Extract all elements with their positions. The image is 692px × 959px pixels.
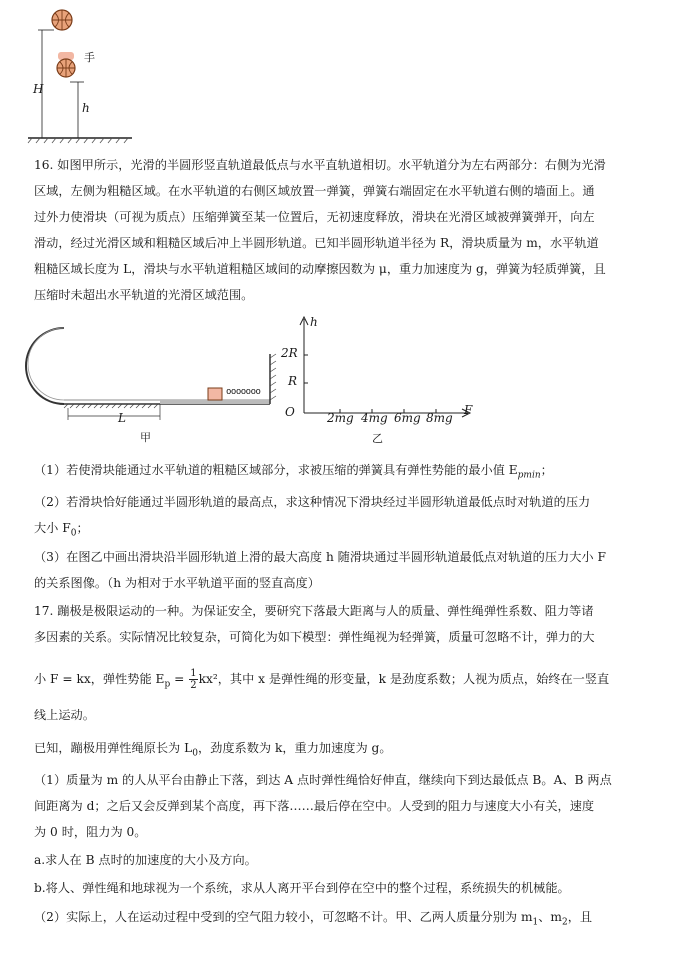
origin-label: O: [285, 405, 295, 419]
q17-line-4: 线上运动。: [34, 708, 95, 722]
fraction-half: $\frac{1}{2}$: [190, 668, 197, 691]
q17-p1-line3: 为 0 时，阻力为 0。: [34, 825, 147, 839]
q17-line-3: 小 F = kx，弹性势能 $E_p$ = $\frac{1}{2}$ kx²，其中 x 是弹性绳的形变量，k 是劲度系数；人视为质点，始终在一竖直: [34, 668, 610, 691]
top-figure: [20, 0, 140, 145]
x-tick-4mg: 4mg: [361, 411, 388, 425]
figure-jia: [20, 318, 290, 443]
caption-yi: 乙: [372, 432, 383, 445]
x-tick-8mg: 8mg: [426, 411, 453, 425]
axis-h-label: h: [310, 315, 318, 329]
label-h: h: [82, 101, 90, 115]
q17-p2-line1: （2）实际上，人在运动过程中受到的空气阻力较小，可忽略不计。甲、乙两人质量分别为 $m_1$、$m_2$，且: [34, 910, 593, 928]
q16-line-5: 粗糙区域长度为 L，滑块与水平轨道粗糙区域间的动摩擦因数为 μ，重力加速度为 g，弹簧为轻质弹簧，且: [34, 262, 606, 276]
y-tick-2R: 2R: [281, 346, 298, 360]
q16-sub2-line2: 大小 $F_0$；: [34, 521, 89, 539]
label-L: L: [118, 411, 126, 425]
figure-yi: [290, 315, 480, 425]
q16-line-4: 滑动，经过光滑区域和粗糙区域后冲上半圆形轨道。已知半圆形轨道半径为 R，滑块质量为 m，水平轨道: [34, 236, 599, 250]
q17-line-1: 17. 蹦极是极限运动的一种。为保证安全，要研究下落最大距离与人的质量、弹性绳弹性系数、阻力等诸: [34, 604, 594, 618]
q16-sub3-line1: （3）在图乙中画出滑块沿半圆形轨道上滑的最大高度 h 随滑块通过半圆形轨道最低点对轨道的压力大小 F: [34, 550, 606, 564]
label-hand: 手: [84, 51, 95, 64]
q17-line-5: 已知，蹦极用弹性绳原长为 $L_0$，劲度系数为 k，重力加速度为 g。: [34, 741, 392, 759]
q17-part-b: b.将人、弹性绳和地球视为一个系统，求从人离开平台到停在空中的整个过程，系统损失的机械能。: [34, 881, 570, 895]
q16-line-6: 压缩时未超出水平轨道的光滑区域范围。: [34, 288, 254, 302]
x-tick-6mg: 6mg: [394, 411, 421, 425]
q17-p1-line2: 间距离为 d；之后又会反弹到某个高度，再下落……最后停在空中。人受到的阻力与速度大小有关，速度: [34, 799, 595, 813]
y-tick-R: R: [288, 374, 298, 388]
q17-line-2: 多因素的关系。实际情况比较复杂，可简化为如下模型：弹性绳视为轻弹簧，质量可忽略不计，弹力的大: [34, 630, 595, 644]
slider-block: [208, 388, 222, 400]
spring: ooooooo: [226, 387, 261, 397]
caption-jia: 甲: [140, 431, 151, 444]
x-tick-2mg: 2mg: [327, 411, 354, 425]
q17-part-a: a.求人在 B 点时的加速度的大小及方向。: [34, 853, 257, 867]
q16-line-1: 16. 如图甲所示，光滑的半圆形竖直轨道最低点与水平直轨道相切。水平轨道分为左右两部分：右侧为光滑: [34, 158, 606, 172]
axis-F-label: F: [464, 403, 473, 417]
q16-sub3-line2: 的关系图像。（h 为相对于水平轨道平面的竖直高度）: [34, 576, 320, 590]
q16-sub1: （1）若使滑块能通过水平轨道的粗糙区域部分，求被压缩的弹簧具有弹性势能的最小值 $E_{pmin}$；: [34, 463, 553, 481]
q16-line-3: 过外力使滑块（可视为质点）压缩弹簧至某一位置后，无初速度释放，滑块在光滑区域被弹簧弹开，向左: [34, 210, 595, 224]
label-H: H: [33, 82, 44, 96]
q17-p1-line1: （1）质量为 m 的人从平台由静止下落，到达 A 点时弹性绳恰好伸直，继续向下到达最低点 B。A、B 两点: [34, 773, 612, 787]
q16-sub2-line1: （2）若滑块恰好能通过半圆形轨道的最高点，求这种情况下滑块经过半圆形轨道最低点时对轨道的压力: [34, 495, 591, 509]
q16-line-2: 区域，左侧为粗糙区域。在水平轨道的右侧区域放置一弹簧，弹簧右端固定在水平轨道右侧的墙面上。通: [34, 184, 595, 198]
